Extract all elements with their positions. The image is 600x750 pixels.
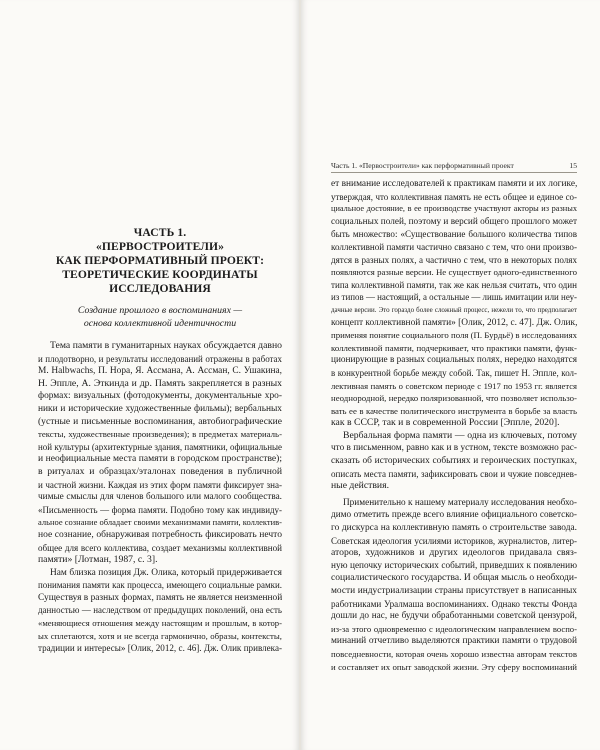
text-line: описать места памяти, зафиксировать свои и чужие повседнев-: [331, 468, 577, 479]
text-line: Нам близка позиция Дж. Олика, который придерживается: [50, 567, 282, 578]
text-line: M. Halbwachs, П. Нора, Я. Ассмана, А. Ассман, С. Ушакина,: [38, 366, 282, 377]
text-line: Вербальная форма памяти — одна из ключевых, потому: [343, 429, 577, 441]
text-line: из типов — настоящий, а остальные — лишь имитации или неу-: [331, 292, 577, 303]
epigraph-line: Создание прошлого в воспоминаниях —: [77, 305, 243, 316]
text-line: Н. Эппле, А. Эткинда и др. Память закрепляется в разных: [38, 377, 282, 389]
text-line: социальных полей, поэтому и версий общего прошлого может: [331, 216, 577, 227]
text-line: работниками Уралмаша воспоминаниях. Однако тексты Фонда: [331, 598, 577, 609]
text-line: что в письменном, равно как и в устном, тексте возможно рас-: [331, 443, 577, 454]
chapter-title: [38, 226, 282, 296]
text-line: памяти» [Лотман, 1987, с. 3].: [38, 554, 158, 566]
text-line: из-за этого одновременно с идеологическим направлением воспо-: [331, 623, 577, 634]
text-line: «меняющиеся отношения между настоящим и прошлым, в котор-: [38, 618, 282, 629]
text-line: ет внимание исследователей к практикам памяти и их логике,: [331, 179, 577, 189]
text-line: дачные версии. Это гораздо более сложный процесс, нежели то, что предполагает: [331, 305, 577, 314]
text-line: и составляет их опыт заводской жизни. Эту сферу воспоминаний: [331, 661, 577, 672]
left-paragraph-1: [38, 340, 282, 567]
text-line: аторов, художников и других идеологов придавала связ-: [331, 547, 577, 559]
text-line: как в СССР, так и в современной России [Эппле, 2020].: [331, 417, 560, 429]
text-line: чимые смыслы для членов большого или малого сообщества.: [38, 492, 282, 503]
section-epigraph: [38, 304, 282, 330]
left-page: [0, 0, 299, 750]
text-line: «Письменность — форма памяти. Подобно тому как индивиду-: [38, 504, 282, 515]
chapter-title-line: ЧАСТЬ 1.: [133, 226, 187, 239]
text-line: ной культуры (архитектурные здания, памятники, официальные: [38, 441, 282, 452]
text-line: применяя понятие социального поля (П. Бурдьё) в исследованиях: [331, 330, 577, 341]
text-line: общее для всего коллектива, создает механизмы коллективной: [38, 542, 282, 553]
right-paragraph-3: [331, 497, 577, 673]
text-line: циальное достояние, в ее производстве участвуют акторы из разных: [331, 204, 577, 214]
text-line: сказать об исторических событиях и героических поступках,: [331, 456, 577, 467]
chapter-title-line: «ПЕРВОСТРОИТЕЛИ»: [95, 240, 225, 253]
text-line: традиции и интересы» [Олик, 2012, с. 46]. Дж. Олик привлека-: [38, 643, 282, 654]
chapter-title-line: ТЕОРЕТИЧЕСКИЕ КООРДИНАТЫ: [62, 268, 258, 281]
running-head: [331, 161, 577, 173]
page-number: 15: [569, 161, 577, 170]
text-line: (устные и письменные воспоминания, автобиографические: [38, 415, 282, 427]
text-line: и частной жизни. Каждая из этих форм памяти фиксирует зна-: [38, 479, 282, 490]
text-line: появляются разные версии. Не существует одного-единственного: [331, 267, 577, 278]
text-line: димо отметить прежде всего влияние официального советско-: [331, 510, 577, 521]
text-line: дятся в разных полях, а частично с тем, что в некоторых полях: [331, 254, 577, 265]
text-line: быть множество: «Существование большого количества типов: [331, 229, 577, 240]
text-line: типа коллективной памяти, так же как нельзя считать, что один: [331, 279, 577, 290]
right-page: [301, 0, 600, 750]
right-paragraph-1: [331, 178, 577, 430]
text-line: утверждая, что коллективная память не есть общее и единое со-: [331, 191, 577, 202]
text-line: ых сплетаются, хотя и не всегда гармонично, образы, контексты,: [38, 630, 282, 641]
text-line: вать ее в качестве политического инструмента в борьбе за власть: [331, 405, 577, 416]
running-head-title: Часть 1. «Первостроители» как перформативный проект: [331, 161, 514, 170]
text-line: лективная память о советском периоде с 1917 по 1953 гг. является: [331, 380, 577, 391]
text-line: дошли до нас, не будучи обработанными советской цензурой,: [331, 611, 577, 622]
text-line: формах: визуальных (фотодокументы, документальные хро-: [38, 391, 282, 402]
text-line: неоднородной, нередко поляризованной, что позволяет использо-: [331, 393, 577, 404]
text-line: коллективной памяти частично связано с тем, что они произво-: [331, 241, 577, 252]
text-line: ное сознание, обнаруживая потребность фиксировать нечто: [38, 528, 282, 540]
text-line: ную цепочку исторических событий, приведших к появлению: [331, 560, 577, 571]
text-line: альное сознание обладает своими механизмами памяти, коллектив-: [38, 517, 282, 528]
text-line: данностью — наследством от предыдущих поколений, она есть: [38, 605, 282, 616]
text-line: минаний отчетливо выделяются практики памяти о трудовой: [331, 636, 577, 647]
text-line: мости индустриализации страны присутствует в написанных: [331, 586, 577, 596]
text-line: повседневности, которая очень хорошо известна авторам текстов: [331, 648, 577, 659]
text-line: тексты, художественные произведения); в предметах материаль-: [38, 429, 282, 440]
text-line: социалистического государства. И общая мысль о необходи-: [331, 572, 577, 584]
left-paragraph-2: [38, 567, 282, 655]
right-paragraph-2: [331, 430, 577, 493]
text-line: и плодотворно, и результаты исследований отражены в работах: [38, 353, 282, 364]
text-line: го дискурса на коллективную память о строительстве завода.: [331, 523, 577, 534]
text-line: Применительно к нашему материалу исследования необхо-: [343, 497, 577, 508]
text-line: ные действия.: [331, 480, 389, 492]
text-line: ники и исторические художественные фильмы); вербальных: [38, 403, 282, 414]
text-line: ционирующие в разных социальных полях, нередко находятся: [331, 355, 577, 366]
text-line: понимания памяти как процесса, имеющего социальные рамки.: [38, 580, 282, 591]
epigraph-line: основа коллективной идентичности: [83, 318, 237, 329]
chapter-title-line: КАК ПЕРФОРМАТИВНЫЙ ПРОЕКТ:: [55, 254, 265, 267]
text-line: в ритуалах и образцах/эталонах поведения в публичной: [38, 465, 282, 477]
text-line: Существуя в разных формах, память не является неизменной: [38, 592, 282, 603]
right-page-content: [331, 178, 577, 673]
text-line: в конкурентной борьбе между собой. Так, пишет Н. Эппле, кол-: [331, 367, 577, 378]
text-line: концепт коллективной памяти» [Олик, 2012, с. 47]. Дж. Олик,: [331, 317, 577, 328]
text-line: коллективной памяти, подчеркивает, что практики памяти, функ-: [331, 342, 577, 353]
left-page-content: [38, 226, 282, 655]
text-line: Тема памяти в гуманитарных науках обсуждается давно: [50, 340, 282, 351]
text-line: и неофициальные места памяти в городском пространстве);: [38, 453, 282, 465]
text-line: Советская идеология усилиями историков, журналистов, литер-: [331, 535, 577, 546]
chapter-title-line: ИССЛЕДОВАНИЯ: [109, 282, 211, 295]
